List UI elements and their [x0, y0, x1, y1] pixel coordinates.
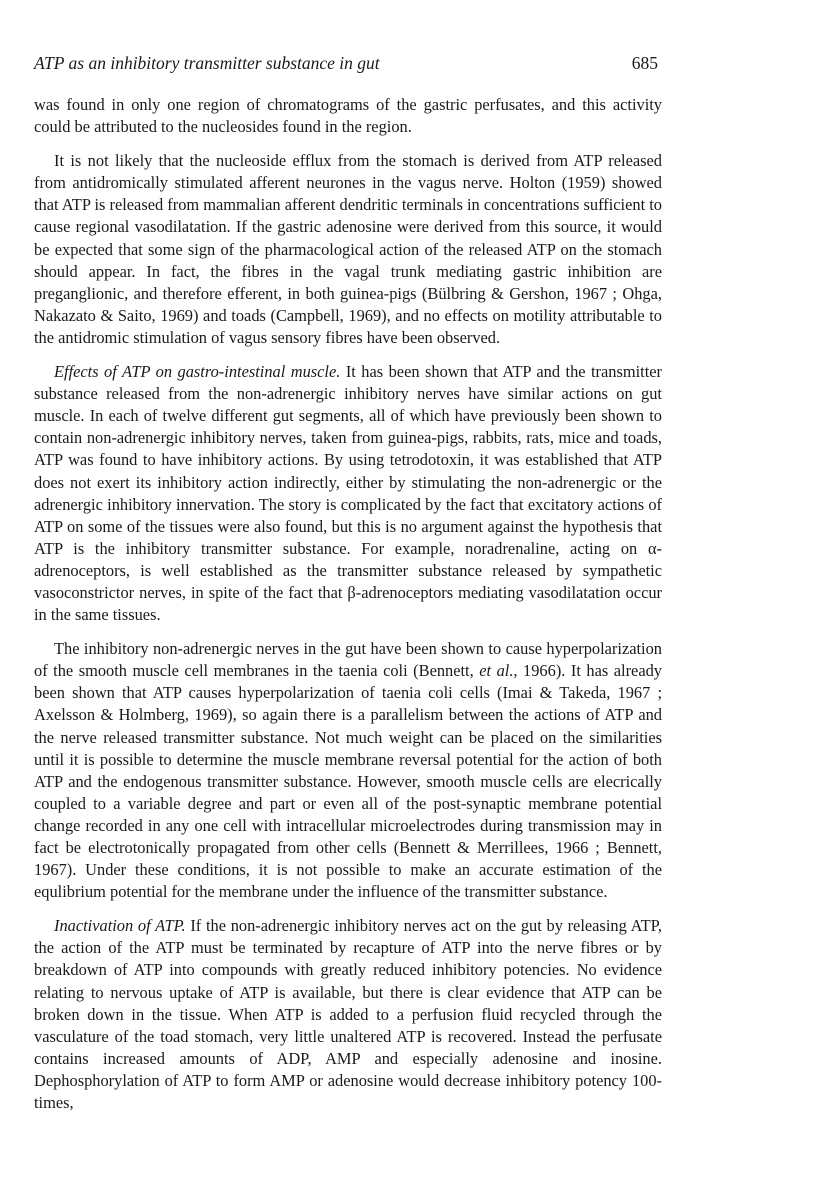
running-title: ATP as an inhibitory transmitter substance in gut [34, 53, 380, 73]
paragraph-continued [34, 94, 662, 138]
paragraph-effects-of-atp [34, 361, 662, 626]
running-head [34, 52, 662, 74]
paragraph-inactivation-of-atp [34, 915, 662, 1114]
paragraph-text: It has been shown that ATP and the transmitter substance released from the non-adrenergic inhibitory nerves have similar actions on gut muscle. In each of twelve different gut segments, all of which have previously been shown to contain non-adrenergic inhibitory nerves, taken from guinea-pigs, rabbits, rats, mice and toads, ATP was found to have inhibitory actions. By using tetrodotoxin, it was established that ATP does not exert its inhibitory action indirectly, either by stimulating the non-adrenergic or the adrenergic inhibitory innervation. The story is complicated by the fact that excitatory actions of ATP on some of the tissues were also found, but this is no argument against the hypothesis that ATP is the inhibitory transmitter substance. For example, noradrenaline, acting on α-adrenoceptors, is well established as the transmitter substance released by sympathetic vasoconstrictor nerves, in spite of the fact that β-adrenoceptors mediating vasodilatation occur in the same tissues. [34, 362, 663, 625]
paragraph-text: If the non-adrenergic inhibitory nerves act on the gut by releasing ATP, the action of the ATP must be terminated by recapture of ATP into the nerve fibres or by breakdown of ATP into compounds with greatly reduced inhibitory potencies. No evidence relating to nervous uptake of ATP is available, but there is clear evidence that ATP can be broken down in the tissue. When ATP is added to a perfusion fluid recycled through the vasculature of the toad stomach, very little unaltered ATP is recovered. Instead the perfusate contains increased amounts of ADP, AMP and especially adenosine and inosine. Dephosphorylation of ATP to form AMP or adenosine would decrease inhibitory potency 100-times, [34, 916, 662, 1113]
paragraph-vagal-origin [34, 150, 662, 349]
journal-page [34, 52, 662, 1126]
paragraph-text: was found in only one region of chromatograms of the gastric perfusates, and this activity could be attributed to the nucleosides found in the region. [34, 95, 662, 137]
paragraph-hyperpolarization [34, 638, 662, 903]
page-number: 685 [631, 53, 658, 73]
citation-et-al: et al. [479, 661, 514, 681]
paragraph-text-before: The inhibitory non-adrenergic nerves in the gut have been shown to cause hyperpolarization of the smooth muscle cell membranes in the taenia coli (Bennett, [34, 639, 662, 681]
paragraph-text-after: , 1966). It has already been shown that ATP causes hyperpolarization of taenia coli cells (Imai & Takeda, 1967 ; Axelsson & Holmberg, 1969), so again there is a parallelism between the actions of ATP and the nerve released transmitter substance. Not much weight can be placed on the similarities until it is possible to determine the muscle membrane reversal potential for the action of both ATP and the endogenous transmitter substance. However, smooth muscle cells are elecrically coupled to a variable degree and part or even all of the post-synaptic membrane potential change recorded in any one cell with intracellular microelectrodes during transmission may in fact be electrotonically propagated from other cells (Bennett & Merrillees, 1966 ; Bennett, 1967). Under these conditions, it is not possible to make an accurate estimation of the equlibrium potential for the membrane under the influence of the transmitter substance. [34, 661, 662, 902]
section-lead-heading: Inactivation of ATP. [54, 916, 186, 936]
paragraph-text: It is not likely that the nucleoside efflux from the stomach is derived from ATP released from antidromically stimulated afferent neurones in the vagus nerve. Holton (1959) showed that ATP is released from mammalian afferent dendritic terminals in concentrations sufficient to cause regional vasodilatation. If the gastric adenosine were derived from this source, it would be expected that some sign of the pharmacological action of the released ATP on the stomach should appear. In fact, the fibres in the vagal trunk mediating gastric inhibition are preganglionic, and therefore efferent, in both guinea-pigs (Bülbring & Gershon, 1967 ; Ohga, Nakazato & Saito, 1969) and toads (Campbell, 1969), and no effects on motility attributable to the antidromic stimulation of vagus sensory fibres have been observed. [34, 151, 662, 347]
section-lead-heading: Effects of ATP on gastro-intestinal muscle. [54, 362, 341, 382]
